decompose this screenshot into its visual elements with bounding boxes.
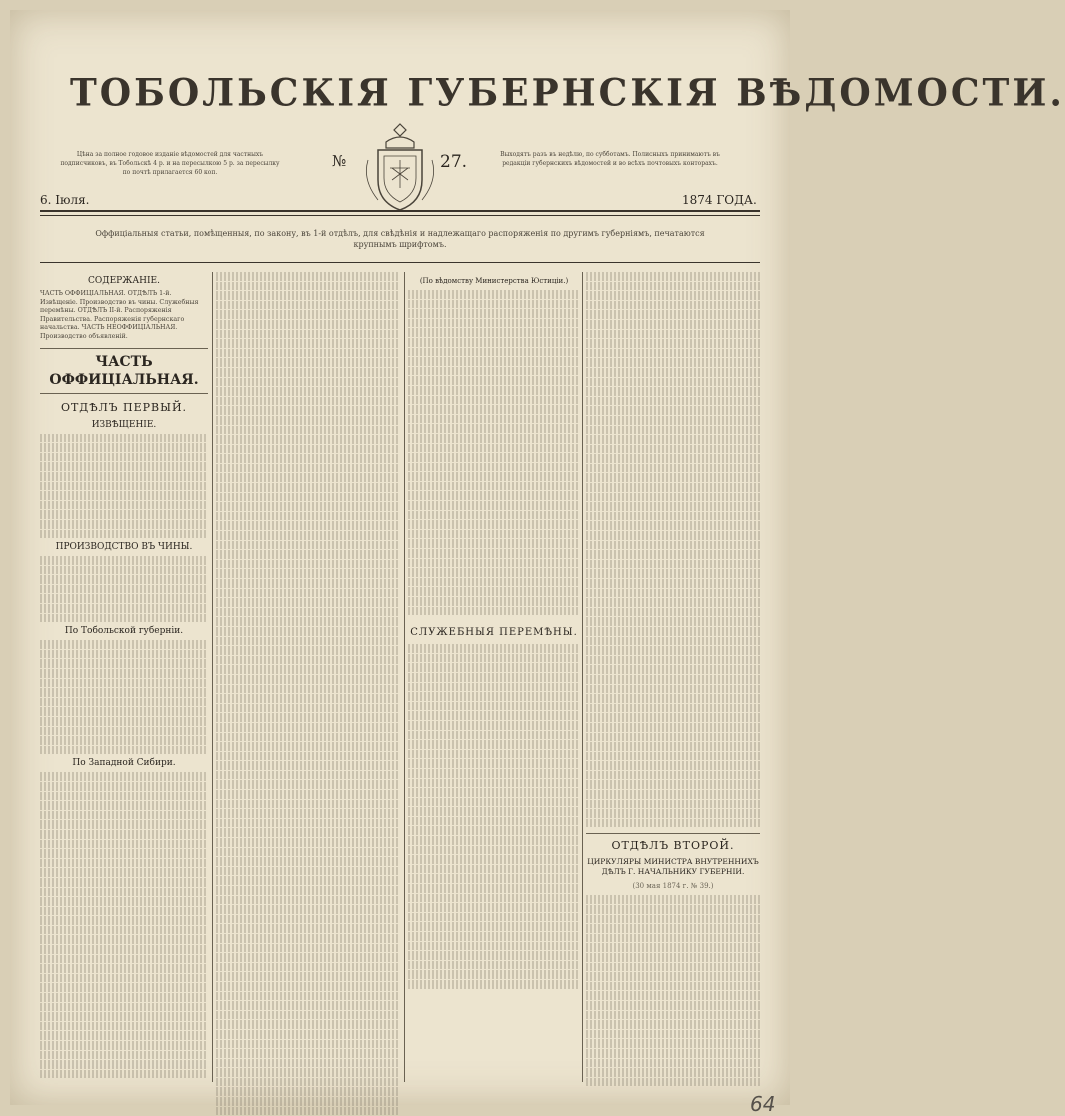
justice-ministry-header: (По вѣдомству Министерства Юстиціи.) xyxy=(419,277,569,285)
column-3 xyxy=(408,272,580,1082)
handwritten-page-number: 64 xyxy=(750,1092,776,1116)
column-4 xyxy=(586,272,760,1082)
issue-prefix: № xyxy=(332,152,347,170)
column-divider xyxy=(582,272,583,1082)
date-day: 6. Іюля. xyxy=(40,193,90,207)
circular-date: (30 мая 1874 г. № 39.) xyxy=(632,882,714,891)
circulars-heading: ЦИРКУЛЯРЫ МИНИСТРА ВНУТРЕННИХЪ ДѢЛЪ Г. НАЧАЛЬНИКУ ГУБЕРНІИ. xyxy=(587,857,759,877)
part-title: ЧАСТЬ ОФФИЦІАЛЬНАЯ. xyxy=(49,353,199,388)
newspaper-page xyxy=(10,10,1065,1116)
publication-note: Выходятъ разъ въ недѣлю, по субботамъ. Полисныхъ принимаютъ въ редакціи губернскихъ вѣдомостей и во всѣхъ почтовыхъ конторахъ. xyxy=(500,151,720,167)
column-2 xyxy=(216,272,400,1082)
header-rule-bottom xyxy=(40,215,760,216)
official-notice: Оффиціальныя статьи, помѣщенныя, по закону, въ 1-й отдѣлъ, для свѣдѣнія и надлежащаго распоряженія по другимъ губерніямъ, печатаются крупнымъ шрифтомъ. xyxy=(95,229,705,249)
service-changes-heading: СЛУЖЕБНЫЯ ПЕРЕМѢНЫ. xyxy=(410,627,578,639)
contents-title: СОДЕРЖАНІЕ. xyxy=(88,276,160,286)
west-siberia-heading: По Западной Сибири. xyxy=(72,758,176,769)
issue-number: 27. xyxy=(440,152,468,172)
section-two-title: ОТДѢЛЪ ВТОРОЙ. xyxy=(611,839,735,853)
column-divider xyxy=(404,272,405,1082)
column-divider xyxy=(212,272,213,1082)
contents-text: ЧАСТЬ ОФФИЦІАЛЬНАЯ. ОТДѢЛЪ 1-й. Извѣщеніе. Производство въ чины. Служебныя перемѣны. ОТДѢЛЪ II-й. Распоряженія Правительства. Распоряженія губернскаго начальства. ЧАСТЬ НЕОФФИЦІАЛЬНАЯ. Производство объявленій. xyxy=(40,290,199,340)
header-rule-top xyxy=(40,210,760,212)
imperial-crest-icon xyxy=(360,120,440,215)
subscription-note: Цѣна за полное годовое изданіе вѣдомостей для частныхъ подписчиковъ, въ Тобольскѣ 4 р. и на пересылкою 5 р. за пересылку по почтѣ прилагается 60 коп. xyxy=(60,151,280,176)
notice-rule xyxy=(40,262,760,263)
section-title: ОТДѢЛЪ ПЕРВЫЙ. xyxy=(60,400,188,414)
promotions-heading: ПРОИЗВОДСТВО ВЪ ЧИНЫ. xyxy=(55,542,193,553)
announcement-heading: ИЗВѢЩЕНІЕ. xyxy=(91,419,157,430)
column-1 xyxy=(40,272,208,1082)
tobolsk-heading: По Тобольской губерніи. xyxy=(64,626,184,637)
date-year: 1874 ГОДА. xyxy=(682,193,757,207)
masthead-title: ТОБОЛЬСКІЯ ГУБЕРНСКІЯ ВѢДОМОСТИ. xyxy=(70,70,1065,116)
